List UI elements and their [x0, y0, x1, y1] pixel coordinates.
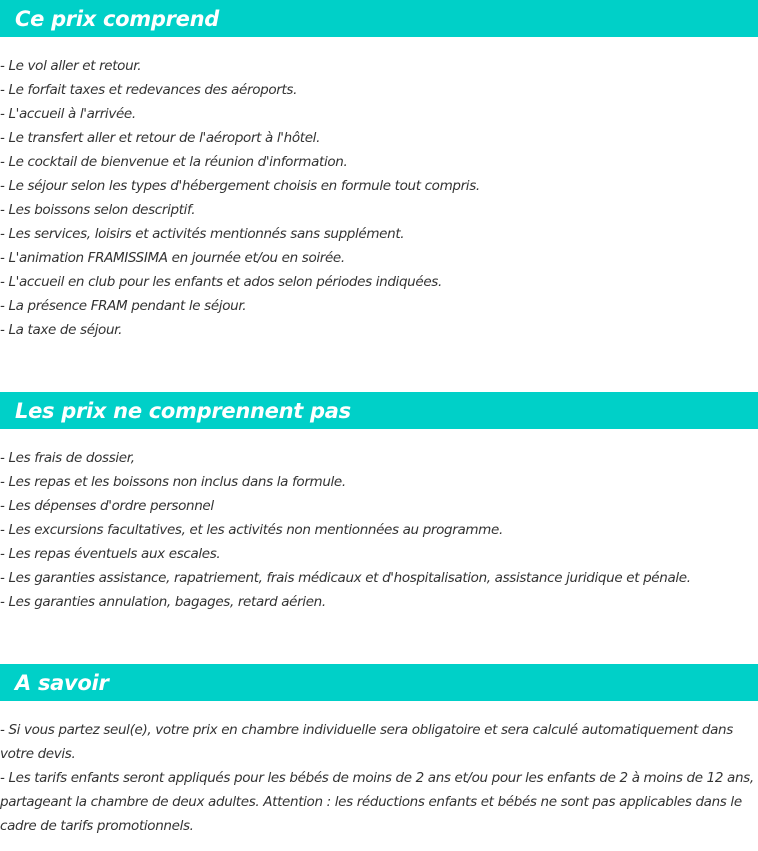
section-title: A savoir	[15, 670, 109, 695]
list-item: - Les repas et les boissons non inclus dans la formule.	[0, 474, 346, 490]
list-item: - L'animation FRAMISSIMA en journée et/ou en soirée.	[0, 250, 345, 266]
section-good-to-know	[0, 664, 758, 838]
section-body	[0, 429, 758, 614]
list-item: - Le forfait taxes et redevances des aéroports.	[0, 82, 298, 98]
section-header	[0, 664, 758, 701]
section-header	[0, 392, 758, 429]
list-item: - L'accueil en club pour les enfants et ados selon périodes indiquées.	[0, 274, 442, 290]
list-item: - Les garanties assistance, rapatriement, frais médicaux et d'hospitalisation, assistance juridique et pénale.	[0, 570, 691, 586]
list-item: - Les garanties annulation, bagages, retard aérien.	[0, 594, 326, 610]
section-body	[0, 37, 758, 342]
list-item: - Le cocktail de bienvenue et la réunion d'information.	[0, 154, 348, 170]
list-item: - Le séjour selon les types d'hébergement choisis en formule tout compris.	[0, 178, 480, 194]
list-item: - Les services, loisirs et activités mentionnés sans supplément.	[0, 226, 405, 242]
section-body	[0, 701, 758, 838]
list-item: - Les frais de dossier,	[0, 450, 135, 466]
section-header	[0, 0, 758, 37]
section-title: Les prix ne comprennent pas	[15, 398, 351, 423]
list-item: - Les excursions facultatives, et les activités non mentionnées au programme.	[0, 522, 503, 538]
list-item: - Le vol aller et retour.	[0, 58, 142, 74]
list-item: - Les repas éventuels aux escales.	[0, 546, 221, 562]
list-item: - Les tarifs enfants seront appliqués pour les bébés de moins de 2 ans et/ou pour les enfants de 2 à moins de 12 ans, partageant la chambre de deux adultes. Attention : les réductions enfants et bébés ne sont pas applicables dans le cadre de tarifs promotionnels.	[0, 770, 754, 834]
list-item: - Le transfert aller et retour de l'aéroport à l'hôtel.	[0, 130, 321, 146]
list-item: - La taxe de séjour.	[0, 322, 123, 338]
list-item: - Les boissons selon descriptif.	[0, 202, 196, 218]
section-not-included	[0, 392, 758, 614]
list-item: - Les dépenses d'ordre personnel	[0, 498, 214, 514]
list-item: - L'accueil à l'arrivée.	[0, 106, 136, 122]
list-item: - Si vous partez seul(e), votre prix en chambre individuelle sera obligatoire et sera calculé automatiquement dans votre devis.	[0, 722, 733, 762]
list-item: - La présence FRAM pendant le séjour.	[0, 298, 247, 314]
section-title: Ce prix comprend	[15, 6, 219, 31]
section-included	[0, 0, 758, 342]
